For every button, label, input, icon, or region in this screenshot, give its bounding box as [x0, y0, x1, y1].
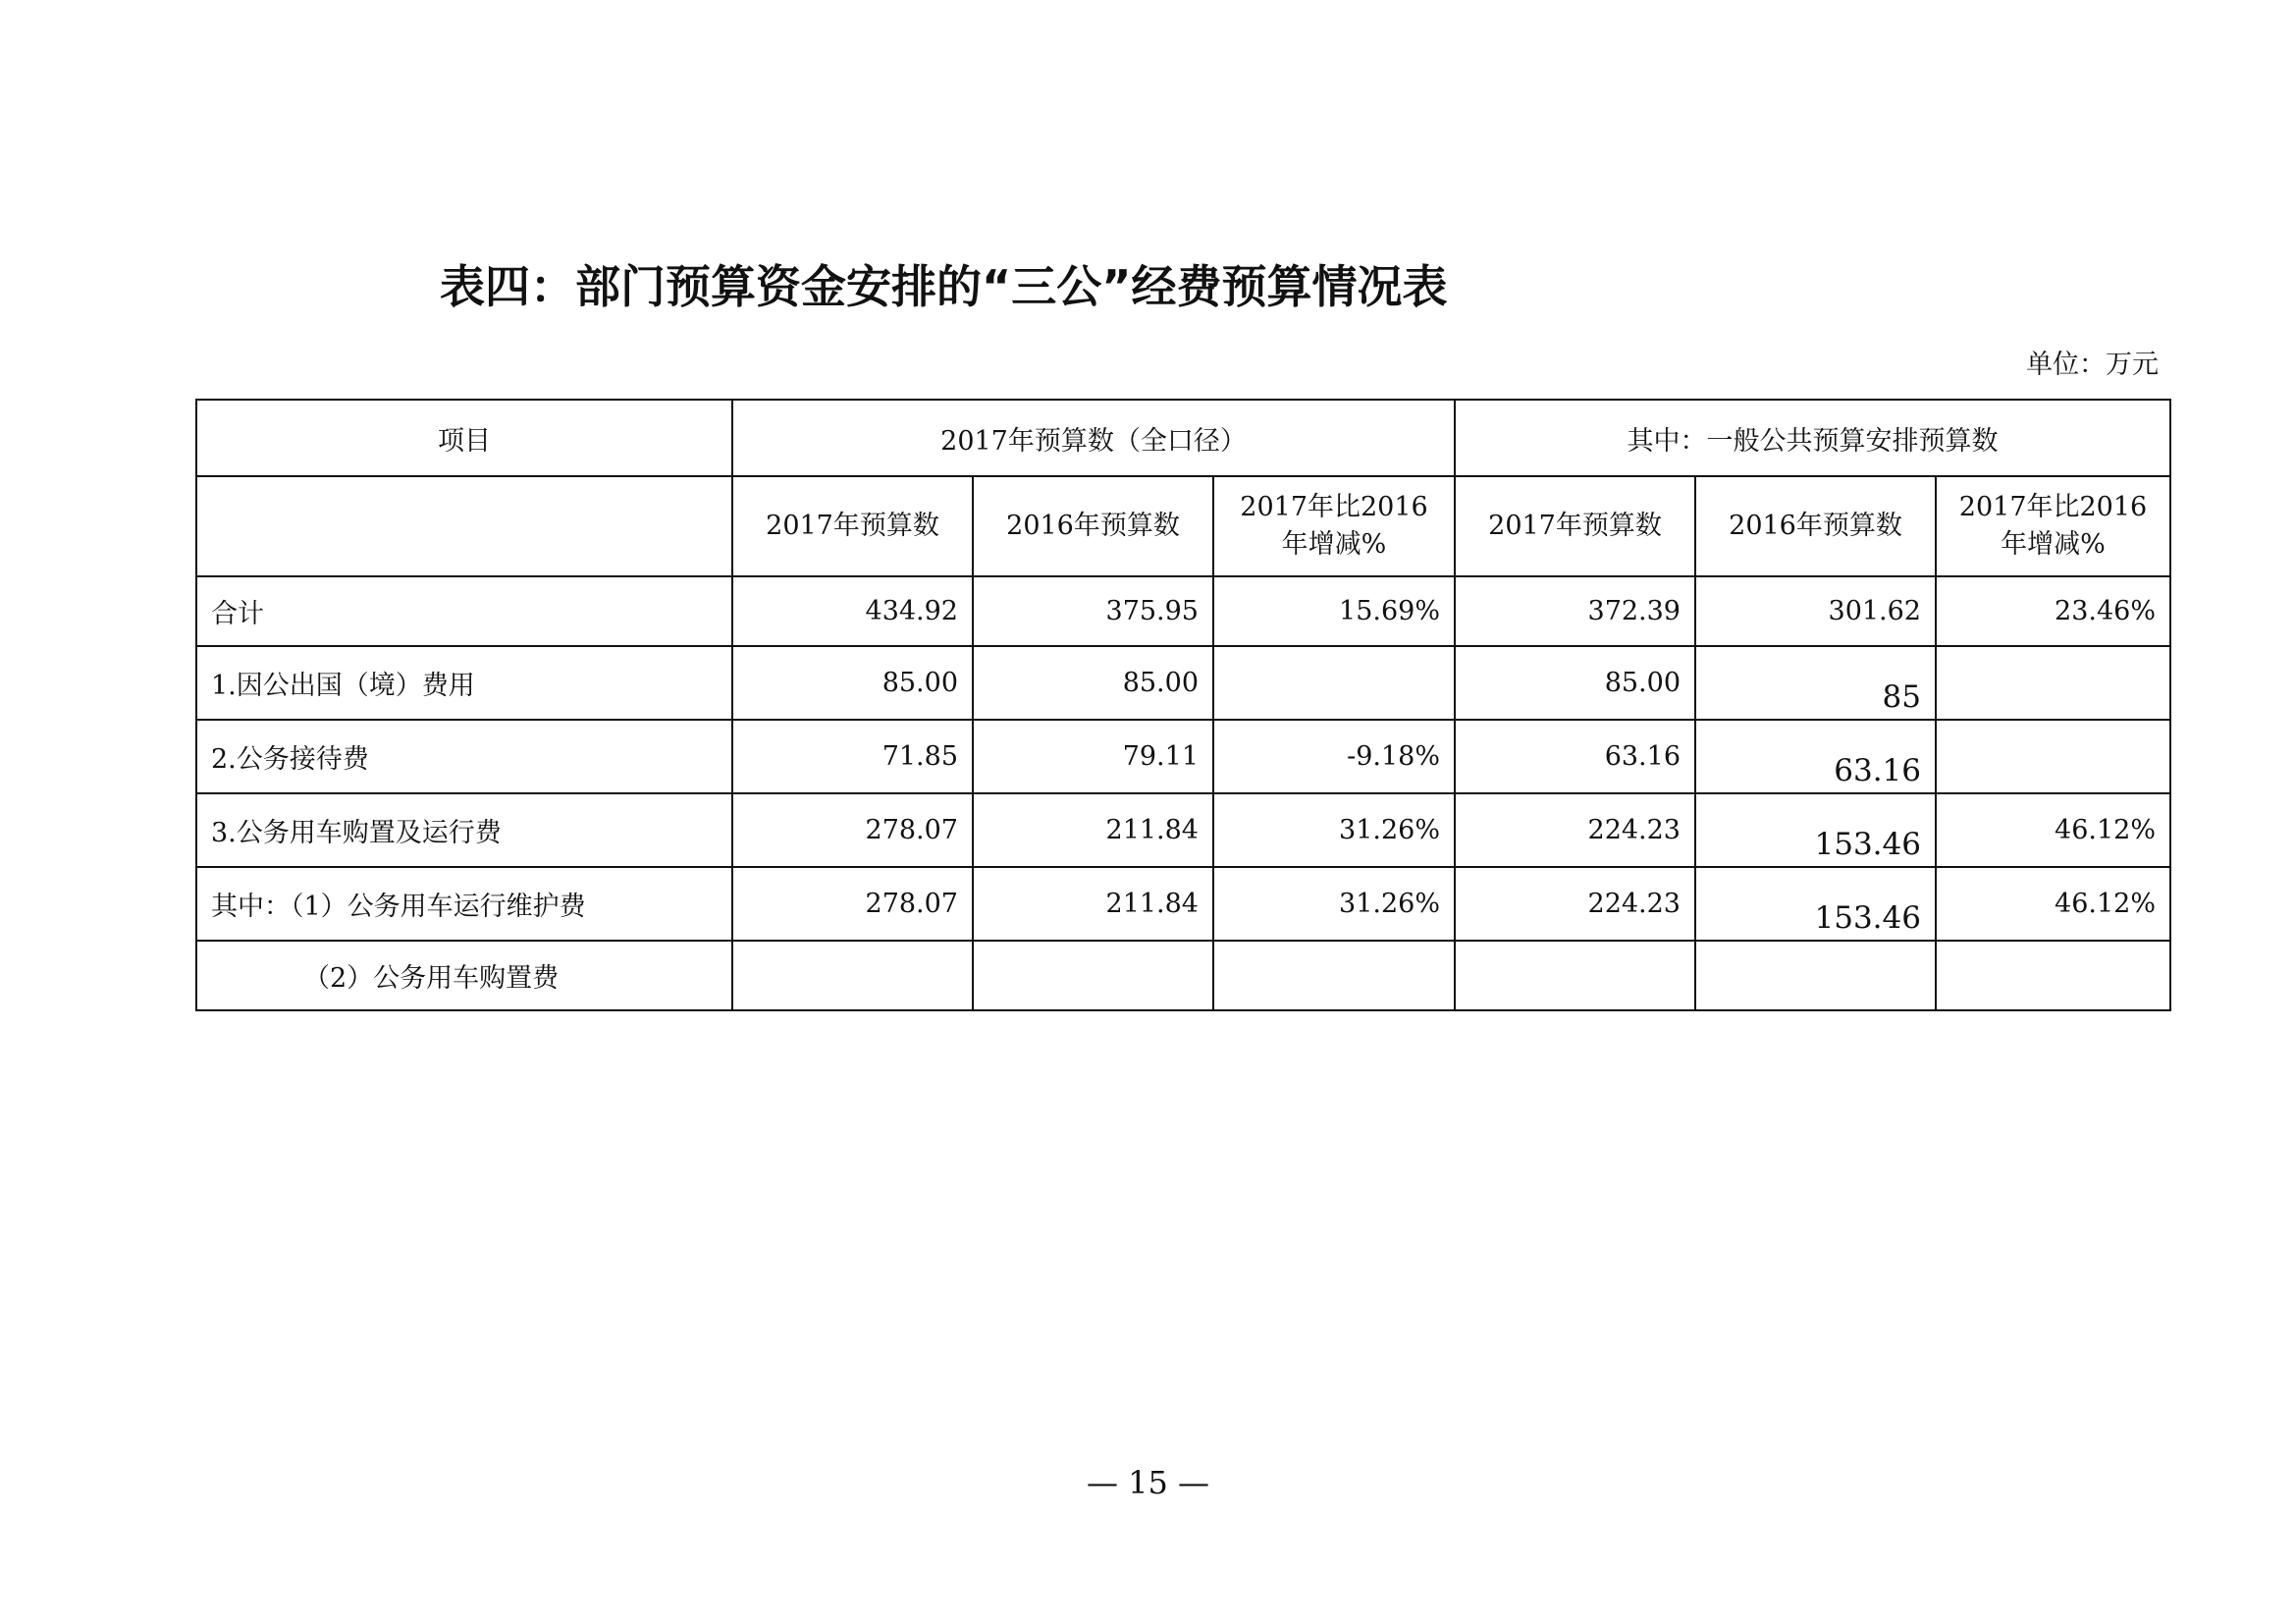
table-row-overseas — [196, 646, 2170, 720]
cell-all-change: 31.26% — [1213, 793, 1455, 867]
cell-general-change: 23.46% — [1936, 576, 2170, 646]
table-row-reception — [196, 720, 2170, 793]
page-number: — 15 — — [1086, 1464, 1210, 1501]
cell-general-2016: 153.46 — [1695, 867, 1936, 941]
header-item: 项目 — [196, 400, 732, 476]
cell-general-2016: 301.62 — [1695, 576, 1936, 646]
cell-all-2017: 434.92 — [732, 576, 973, 646]
cell-general-2016: 63.16 — [1695, 720, 1936, 793]
cell-all-change: 15.69% — [1213, 576, 1455, 646]
cell-all-2016: 85.00 — [973, 646, 1213, 720]
table-row-total — [196, 576, 2170, 646]
header-group-all: 2017年预算数（全口径） — [732, 400, 1455, 476]
row-label: 2.公务接待费 — [196, 720, 732, 793]
cell-general-2016 — [1695, 941, 1936, 1010]
table-subheader-row — [196, 476, 2170, 576]
cell-all-2017: 278.07 — [732, 867, 973, 941]
cell-general-change — [1936, 720, 2170, 793]
subheader-all-2017: 2017年预算数 — [732, 476, 973, 576]
cell-general-2017: 224.23 — [1455, 793, 1695, 867]
cell-general-2017 — [1455, 941, 1695, 1010]
subheader-general-change: 2017年比2016年增减% — [1936, 476, 2170, 576]
cell-all-change — [1213, 941, 1455, 1010]
cell-general-change — [1936, 941, 2170, 1010]
cell-all-2017: 278.07 — [732, 793, 973, 867]
cell-all-2017 — [732, 941, 973, 1010]
table-row-vehicles — [196, 793, 2170, 867]
cell-all-2016: 211.84 — [973, 867, 1213, 941]
cell-general-2016: 85 — [1695, 646, 1936, 720]
cell-all-2016: 375.95 — [973, 576, 1213, 646]
subheader-general-2017: 2017年预算数 — [1455, 476, 1695, 576]
cell-all-2016: 79.11 — [973, 720, 1213, 793]
budget-table — [195, 399, 2171, 1011]
cell-general-2016: 153.46 — [1695, 793, 1936, 867]
subheader-empty — [196, 476, 732, 576]
cell-all-change — [1213, 646, 1455, 720]
cell-general-2017: 372.39 — [1455, 576, 1695, 646]
row-label: 3.公务用车购置及运行费 — [196, 793, 732, 867]
cell-all-2016 — [973, 941, 1213, 1010]
row-label: 合计 — [196, 576, 732, 646]
cell-all-change: 31.26% — [1213, 867, 1455, 941]
row-label: （2）公务用车购置费 — [196, 941, 732, 1010]
cell-all-2017: 71.85 — [732, 720, 973, 793]
table-header-row — [196, 400, 2170, 476]
cell-all-change: -9.18% — [1213, 720, 1455, 793]
cell-general-2017: 85.00 — [1455, 646, 1695, 720]
cell-general-change: 46.12% — [1936, 867, 2170, 941]
header-group-general: 其中：一般公共预算安排预算数 — [1455, 400, 2170, 476]
subheader-all-change: 2017年比2016年增减% — [1213, 476, 1455, 576]
cell-all-2016: 211.84 — [973, 793, 1213, 867]
cell-general-change: 46.12% — [1936, 793, 2170, 867]
row-label: 1.因公出国（境）费用 — [196, 646, 732, 720]
cell-all-2017: 85.00 — [732, 646, 973, 720]
cell-general-change — [1936, 646, 2170, 720]
cell-general-2017: 224.23 — [1455, 867, 1695, 941]
row-label: 其中：（1）公务用车运行维护费 — [196, 867, 732, 941]
subheader-all-2016: 2016年预算数 — [973, 476, 1213, 576]
table-row-vehicle-purchase — [196, 941, 2170, 1010]
cell-general-2017: 63.16 — [1455, 720, 1695, 793]
subheader-general-2016: 2016年预算数 — [1695, 476, 1936, 576]
page-title: 表四：部门预算资金安排的“三公”经费预算情况表 — [440, 260, 1448, 313]
table-row-vehicle-maintenance — [196, 867, 2170, 941]
unit-label: 单位：万元 — [2026, 350, 2159, 380]
